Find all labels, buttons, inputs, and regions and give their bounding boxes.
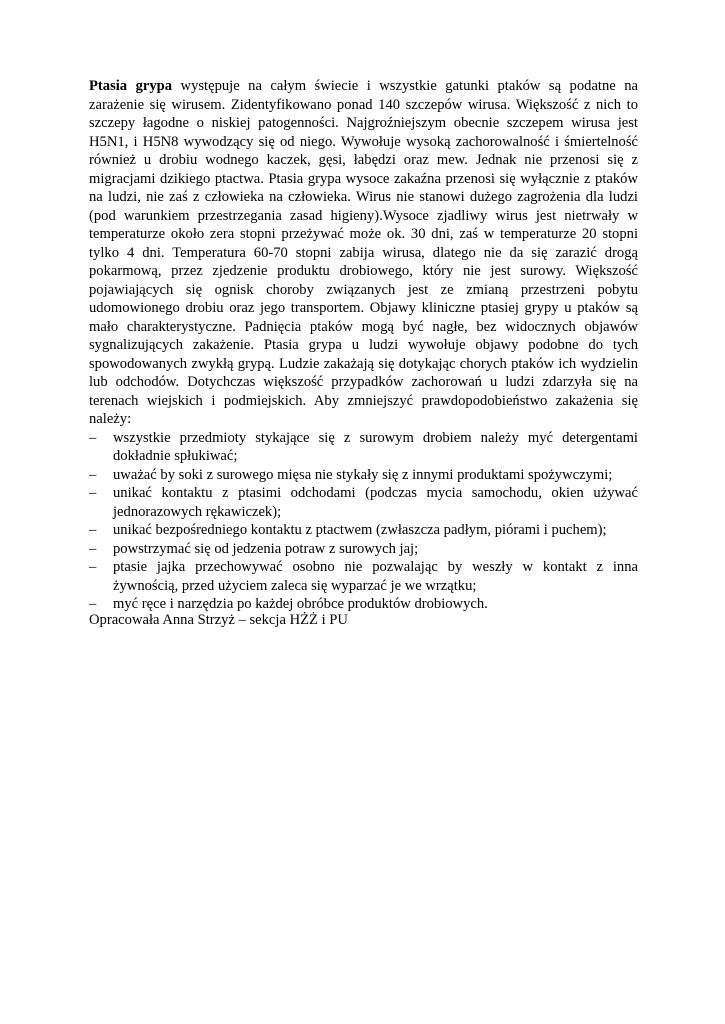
document-page	[89, 77, 638, 628]
list-item-text: unikać bezpośredniego kontaktu z ptactwem (zwłaszcza padłym, piórami i puchem);	[113, 522, 607, 538]
list-item	[89, 521, 638, 540]
list-item-text: myć ręce i narzędzia po każdej obróbce produktów drobiowych.	[113, 596, 488, 612]
list-item	[89, 558, 638, 595]
list-item	[89, 466, 638, 485]
list-item-text: powstrzymać się od jedzenia potraw z surowych jaj;	[113, 540, 419, 557]
list-item	[89, 484, 638, 521]
lead-bold-title: Ptasia grypa	[89, 78, 173, 94]
intro-paragraph	[89, 77, 638, 429]
author-footer: Opracowała Anna Strzyż – sekcja HŻŻ i PU	[89, 612, 348, 628]
list-item-text: ptasie jajka przechowywać osobno nie pozwalając by weszły w kontakt z inna żywnością, przed użyciem zaleca się wyparzać je we wrzątku;	[113, 559, 638, 594]
list-item-text: uważać by soki z surowego mięsa nie stykały się z innymi produktami spożywczymi;	[113, 466, 613, 483]
list-item	[89, 429, 638, 466]
bullet-dash: –	[89, 596, 97, 612]
prevention-list	[89, 429, 638, 614]
list-item	[89, 540, 638, 559]
list-item-text: unikać kontaktu z ptasimi odchodami (podczas mycia samochodu, okien używać jednorazowych rękawiczek);	[113, 485, 638, 520]
bullet-dash: –	[89, 559, 97, 575]
bullet-dash: –	[89, 485, 97, 501]
bullet-dash: –	[89, 466, 97, 483]
bullet-dash: –	[89, 540, 97, 557]
intro-text: występuje na całym świecie i wszystkie gatunki ptaków są podatne na zarażenie się wirusem. Zidentyfikowano ponad 140 szczepów wirusa. Większość z nich to szczepy łagodne o niskiej patogenności. Najgroźniejszym obecnie szczepem wirusa jest H5N1, i H5N8 wywodzący się od niego. Wywołuje wysoką zachorowalność i śmiertelność również u drobiu wodnego kaczek, gęsi, łabędzi oraz mew. Jednak nie przenosi się z migracjami dzikiego ptactwa. Ptasia grypa wysoce zakaźna przenosi się wyłącznie z ptaków na ludzi, nie zaś z człowieka na człowieka. Wirus nie stanowi dużego zagrożenia dla ludzi (pod warunkiem przestrzegania zasad higieny).Wysoce zjadliwy wirus jest nietrwały w temperaturze około zera stopni przeżywać może ok. 30 dni, zaś w temperaturze 20 stopni tylko 4 dni. Temperatura 60-70 stopni zabija wirusa, dlatego nie da się zarazić drogą pokarmową, przez zjedzenie produktu drobiowego, który nie jest surowy. Większość pojawiających się ognisk choroby związanych jest ze zmianą przestrzeni pobytu udomowionego drobiu oraz jego transportem. Objawy kliniczne ptasiej grypy u ptaków są mało charakterystyczne. Padnięcia ptaków mogą być nagłe, bez widocznych objawów sygnalizujących zakażenie. Ptasia grypa u ludzi wywołuje objawy podobne do tych spowodowanych zwykłą grypą. Ludzie zakażają się dotykając chorych ptaków ich wydzielin lub odchodów. Dotychczas większość przypadków zachorowań u ludzi zdarzyła się na terenach wiejskich i podmiejskich. Aby zmniejszyć prawdopodobieństwo zakażenia się należy:	[89, 78, 638, 427]
list-item-text: wszystkie przedmioty stykające się z surowym drobiem należy myć detergentami dokładnie spłukiwać;	[113, 429, 638, 464]
bullet-dash: –	[89, 429, 97, 446]
bullet-dash: –	[89, 522, 97, 538]
